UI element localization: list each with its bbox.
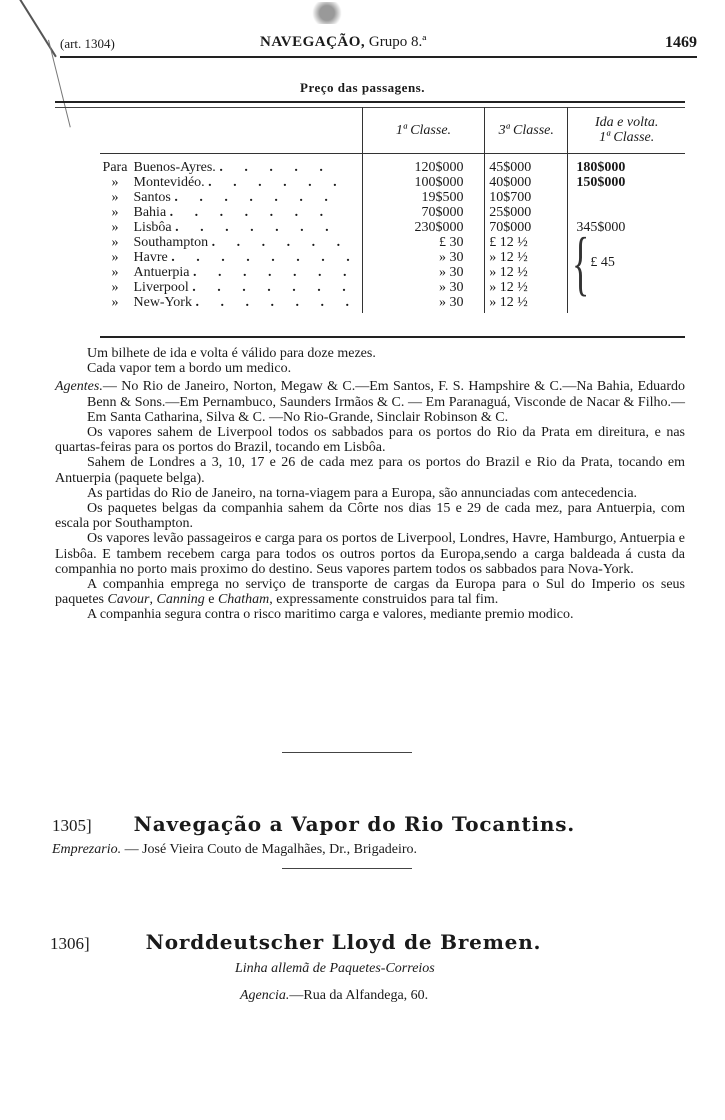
dot-leaders: . . . . . <box>219 160 332 175</box>
agency-label: Agencia. <box>240 988 290 1003</box>
note-doctor: Cada vapor tem a bordo um medico. <box>87 361 292 377</box>
destination-cell <box>100 265 362 280</box>
entry-1305-emprezario <box>52 842 417 858</box>
section-title <box>260 34 426 51</box>
destination-cell <box>100 190 362 205</box>
third-class-price: » 12 ½ <box>485 280 568 295</box>
entry-1306-heading <box>50 930 690 954</box>
emprezario-text: — José Vieira Couto de Magalhães, Dr., Brigadeiro. <box>121 842 418 857</box>
header-destination <box>100 107 362 154</box>
note-ticket-validity: Um bilhete de ida e volta é válido para doze mezes. <box>87 346 376 361</box>
price-value: £ 30 <box>438 235 464 250</box>
agency-text: —Rua da Alfandega, 60. <box>289 988 429 1003</box>
destination-cell <box>100 280 362 295</box>
row-prefix: » <box>111 280 119 295</box>
section-divider <box>282 752 412 753</box>
destination-cell <box>100 154 362 176</box>
agents-text: — No Rio de Janeiro, Norton, Megaw & C.—Em Santos, F. S. Hampshire & C.—Na Bahia, Eduardo Benn & Sons.—Em Pernambuco, Saunders Irmãos & C. — Em Paranaguá, Visconde de Nacar & Filho.—Em Santa Catharina, Silva & C. —No Rio-Grande, Sinclair Robinson & C. <box>87 379 685 425</box>
third-class-price: 40$000 <box>485 175 568 190</box>
table-header-row <box>100 107 685 154</box>
destination-name: Bahia <box>133 205 167 220</box>
return-price <box>568 205 685 220</box>
emprezario-label: Emprezario. <box>52 842 122 857</box>
destination-cell <box>100 205 362 220</box>
ships-paragraph <box>55 577 685 607</box>
row-prefix: » <box>111 220 119 235</box>
paragraph: Os vapores levão passageiros e carga para os portos de Liverpool, Londres, Havre, Hamburgo, Antuerpia e Lisbôa. E tambem recebem carga para todos os outros portos da Europa,sendo a carga baldeada á custa da companhia no porto mais proximo do destino. Seus vapores partem todos os sabbados para Nova-York. <box>55 531 685 577</box>
entry-1306-subtitle: Linha allemã de Paquetes-Correios <box>235 961 435 976</box>
destination-cell <box>100 220 362 235</box>
first-class-price <box>362 280 485 295</box>
ship-name: Cavour <box>107 592 150 608</box>
row-prefix: » <box>111 205 119 220</box>
paragraph: Os vapores sahem de Liverpool todos os sabbados para os portos do Rio da Prata em direitura, e nas quartas-feiras para os portos do Brazil, tocando em Lisbôa. <box>55 425 685 456</box>
dot-leaders: . . . . . . . <box>169 205 333 220</box>
third-class-price: » 12 ½ <box>485 250 568 265</box>
table-title: Preço das passagens. <box>300 80 425 95</box>
destination-name: Lisbôa <box>133 220 172 235</box>
entry-title: Navegação a Vapor do Rio Tocantins. <box>133 812 576 836</box>
price-value: 230$000 <box>414 220 464 235</box>
insurance-paragraph: A companhia segura contra o risco maritimo carga e valores, mediante premio modico. <box>87 607 574 623</box>
destination-cell <box>100 235 362 250</box>
row-prefix: » <box>111 295 119 310</box>
dot-leaders: . . . . . . . . <box>171 250 359 265</box>
return-price: 180$000 <box>568 154 685 176</box>
row-prefix: » <box>111 175 119 190</box>
entry-1306-agency <box>240 988 428 1004</box>
destination-cell <box>100 295 362 313</box>
price-value: 19$500 <box>421 190 464 205</box>
agents-label: Agentes. <box>55 379 103 395</box>
first-class-price <box>362 205 485 220</box>
grouped-return-value: £ 45 <box>590 255 615 270</box>
first-class-price <box>362 265 485 280</box>
dot-leaders: . . . . . . . <box>192 280 355 295</box>
first-class-price <box>362 190 485 205</box>
entry-number: 1306] <box>50 934 90 953</box>
section-group: Grupo 8.ª <box>368 34 427 50</box>
dot-leaders: . . . . . . . <box>192 265 356 280</box>
ships-text: A companhia emprega no serviço de transporte de cargas da Europa para o Sul do Imperio os seus paquetes <box>55 577 685 608</box>
table-row <box>100 220 685 235</box>
destination-name: Antuerpia <box>133 265 190 280</box>
ships-text: , expressamente construidos para tal fim. <box>269 592 499 608</box>
first-class-price <box>362 154 485 176</box>
entry-number: 1305] <box>52 816 92 835</box>
table-bottom-rule <box>100 336 685 338</box>
destination-name: Southampton <box>133 235 209 250</box>
running-head <box>60 34 697 54</box>
row-prefix: » <box>111 235 119 250</box>
destination-name: Santos <box>133 190 171 205</box>
third-class-price: » 12 ½ <box>485 295 568 313</box>
row-prefix: » <box>111 265 119 280</box>
header-return <box>568 107 685 154</box>
table-row <box>100 175 685 190</box>
first-class-price <box>362 220 485 235</box>
return-price <box>568 190 685 205</box>
header-third-class: 3ª Classe. <box>485 107 568 154</box>
destination-name: New-York <box>133 295 192 310</box>
dot-leaders: . . . . . . <box>208 175 346 190</box>
price-value: 70$000 <box>421 205 464 220</box>
fares-table <box>100 107 685 313</box>
first-class-price <box>362 295 485 313</box>
price-value: » 30 <box>438 265 464 280</box>
price-value: » 30 <box>438 250 464 265</box>
first-class-price <box>362 175 485 190</box>
destination-name: Liverpool <box>133 280 189 295</box>
dot-leaders: . . . . . . . <box>175 220 338 235</box>
header-return-line1: Ida e volta. <box>594 115 659 130</box>
separator: , <box>149 592 157 608</box>
article-reference: (art. 1304) <box>60 36 115 51</box>
table-row <box>100 190 685 205</box>
row-prefix: » <box>111 190 119 205</box>
return-price: 150$000 <box>568 175 685 190</box>
third-class-price: 45$000 <box>485 154 568 176</box>
ship-name: Chatham <box>217 592 270 608</box>
dot-leaders: . . . . . . . <box>195 295 358 310</box>
destination-name: Buenos-Ayres. <box>133 160 216 175</box>
section-title-bold: NAVEGAÇÃO, <box>260 34 366 50</box>
third-class-price: 70$000 <box>485 220 568 235</box>
header-rule <box>60 56 697 58</box>
dot-leaders: . . . . . . . <box>174 190 337 205</box>
third-class-price: £ 12 ½ <box>485 235 568 250</box>
table-row <box>100 154 685 176</box>
table-row <box>100 235 685 250</box>
price-value: 120$000 <box>414 160 464 175</box>
paragraph: Sahem de Londres a 3, 10, 17 e 26 de cada mez para os portos do Brazil e Rio da Prata, tocando em Antuerpia (paquete belga). <box>55 455 685 486</box>
section-divider <box>282 868 412 869</box>
paragraph: Os paquetes belgas da companhia sahem da Côrte nos dias 15 e 29 de cada mez, para Antuerpia, com escala por Southampton. <box>55 501 685 532</box>
row-prefix: Para <box>102 160 128 175</box>
header-return-line2: 1ª Classe. <box>599 130 655 145</box>
agents-paragraph <box>55 379 685 425</box>
first-class-price <box>362 235 485 250</box>
first-class-price <box>362 250 485 265</box>
paragraph: As partidas do Rio de Janeiro, na torna-viagem para a Europa, são annunciadas com antecedencia. <box>87 485 638 501</box>
notes-block <box>55 346 685 623</box>
row-prefix: » <box>111 250 119 265</box>
third-class-price: 10$700 <box>485 190 568 205</box>
return-price: 345$000 <box>568 220 685 235</box>
destination-cell <box>100 175 362 190</box>
brace-icon: { <box>572 223 590 303</box>
page-number: 1469 <box>665 34 697 51</box>
table-row <box>100 205 685 220</box>
destination-name: Montevidéo. <box>133 175 205 190</box>
header-first-class: 1ª Classe. <box>362 107 485 154</box>
price-value: » 30 <box>438 280 464 295</box>
entry-1305-heading <box>52 812 692 836</box>
price-value: 100$000 <box>414 175 464 190</box>
scan-artifact-blot <box>305 2 349 24</box>
ship-name: Canning <box>156 592 205 608</box>
third-class-price: 25$000 <box>485 205 568 220</box>
destination-cell <box>100 250 362 265</box>
destination-name: Havre <box>133 250 168 265</box>
third-class-price: » 12 ½ <box>485 265 568 280</box>
price-value: » 30 <box>438 295 464 310</box>
separator: e <box>204 592 218 608</box>
entry-title: Norddeutscher Lloyd de Bremen. <box>145 930 542 954</box>
dot-leaders: . . . . . . <box>211 235 350 250</box>
